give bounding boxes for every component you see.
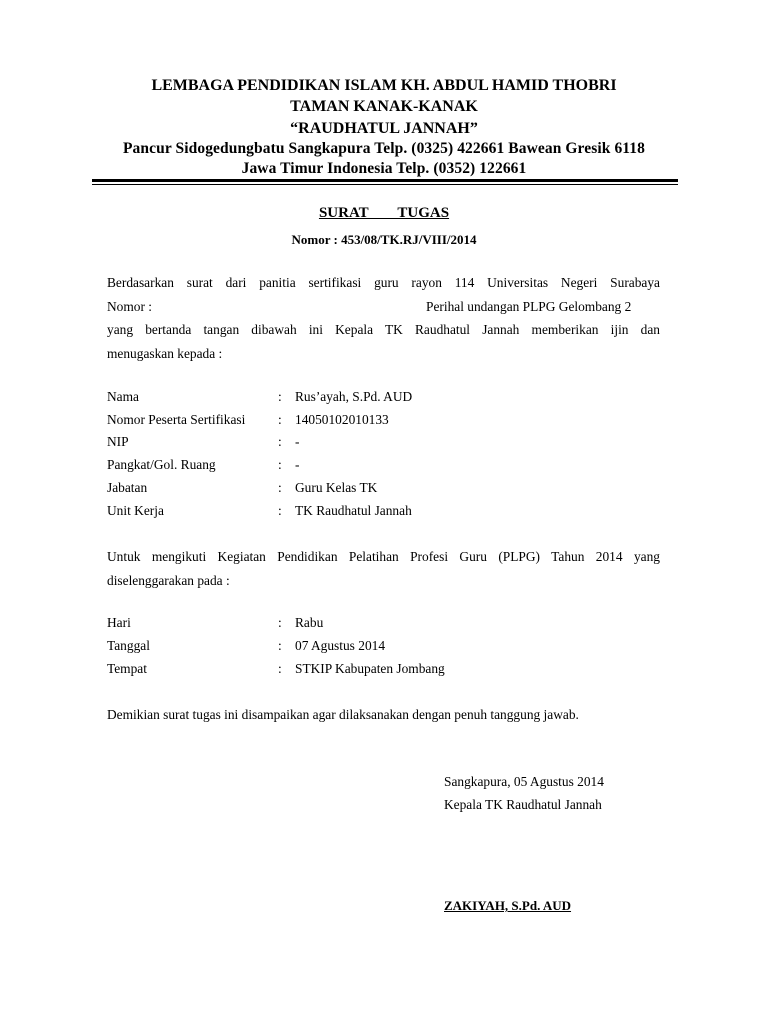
field-value: Guru Kelas TK xyxy=(295,480,378,495)
field-colon: : xyxy=(278,412,282,427)
document-title: SURAT TUGAS xyxy=(318,205,450,221)
letterhead-address-2: Jawa Timur Indonesia Telp. (0352) 122661 xyxy=(241,160,527,177)
letterhead-address-1: Pancur Sidogedungbatu Sangkapura Telp. (0325) 422661 Bawean Gresik 6118 xyxy=(122,140,646,157)
person-row-jabatan xyxy=(107,480,667,502)
field-label: Nama xyxy=(107,389,139,404)
field-label: Jabatan xyxy=(107,480,148,495)
field-label: Tempat xyxy=(107,661,147,676)
field-label: Tanggal xyxy=(107,638,150,653)
person-row-nama xyxy=(107,389,667,411)
field-colon: : xyxy=(278,615,282,630)
person-row-nip xyxy=(107,434,667,456)
field-value: 14050102010133 xyxy=(295,412,389,427)
letterhead-name: “RAUDHATUL JANNAH” xyxy=(290,120,478,137)
signature-name: ZAKIYAH, S.Pd. AUD xyxy=(444,898,572,913)
letterhead-unit: TAMAN KANAK-KANAK xyxy=(290,98,478,115)
event-row-hari xyxy=(107,615,667,637)
document-number: Nomor : 453/08/TK.RJ/VIII/2014 xyxy=(291,232,477,247)
field-value: - xyxy=(295,457,300,472)
person-row-pangkat xyxy=(107,457,667,479)
signature-place-date: Sangkapura, 05 Agustus 2014 xyxy=(444,774,604,789)
field-value: 07 Agustus 2014 xyxy=(295,638,386,653)
field-label: NIP xyxy=(107,434,129,449)
purpose-paragraph xyxy=(107,545,660,592)
field-colon: : xyxy=(278,457,282,472)
field-label: Nomor Peserta Sertifikasi xyxy=(107,412,246,427)
field-value: STKIP Kabupaten Jombang xyxy=(295,661,445,676)
field-colon: : xyxy=(278,434,282,449)
person-row-nomor-peserta xyxy=(107,412,667,434)
event-row-tempat xyxy=(107,661,667,683)
letterhead-org: LEMBAGA PENDIDIKAN ISLAM KH. ABDUL HAMID THOBRI xyxy=(151,77,617,94)
intro-line-2 xyxy=(107,295,660,319)
field-value: Rabu xyxy=(295,615,324,630)
event-row-tanggal xyxy=(107,638,667,660)
intro-line-4: menugaskan kepada : xyxy=(107,345,223,361)
field-value: - xyxy=(295,434,300,449)
field-colon: : xyxy=(278,638,282,653)
field-colon: : xyxy=(278,661,282,676)
field-label: Pangkat/Gol. Ruang xyxy=(107,457,216,472)
intro-nomor-label: Nomor : xyxy=(107,298,153,314)
field-value: Rus’ayah, S.Pd. AUD xyxy=(295,389,413,404)
field-colon: : xyxy=(278,503,282,518)
letterhead-divider-thin xyxy=(92,184,678,185)
field-label: Hari xyxy=(107,615,131,630)
field-colon: : xyxy=(278,389,282,404)
intro-line-1: Berdasarkan surat dari panitia sertifikasi guru rayon 114 Universitas Negeri Surabaya xyxy=(107,275,660,290)
person-row-unit-kerja xyxy=(107,503,667,525)
purpose-line-2: diselenggarakan pada : xyxy=(107,572,230,588)
field-colon: : xyxy=(278,480,282,495)
intro-perihal: Perihal undangan PLPG Gelombang 2 xyxy=(426,298,632,314)
signature-position: Kepala TK Raudhatul Jannah xyxy=(444,797,602,812)
letterhead-divider-thick xyxy=(92,179,678,182)
field-value: TK Raudhatul Jannah xyxy=(295,503,412,518)
purpose-line-1: Untuk mengikuti Kegiatan Pendidikan Pelatihan Profesi Guru (PLPG) Tahun 2014 yang xyxy=(107,549,660,564)
field-label: Unit Kerja xyxy=(107,503,164,518)
intro-paragraph xyxy=(107,271,660,365)
closing-sentence: Demikian surat tugas ini disampaikan agar dilaksanakan dengan penuh tanggung jawab. xyxy=(107,707,579,722)
intro-line-3: yang bertanda tangan dibawah ini Kepala TK Raudhatul Jannah memberikan ijin dan xyxy=(107,322,660,337)
